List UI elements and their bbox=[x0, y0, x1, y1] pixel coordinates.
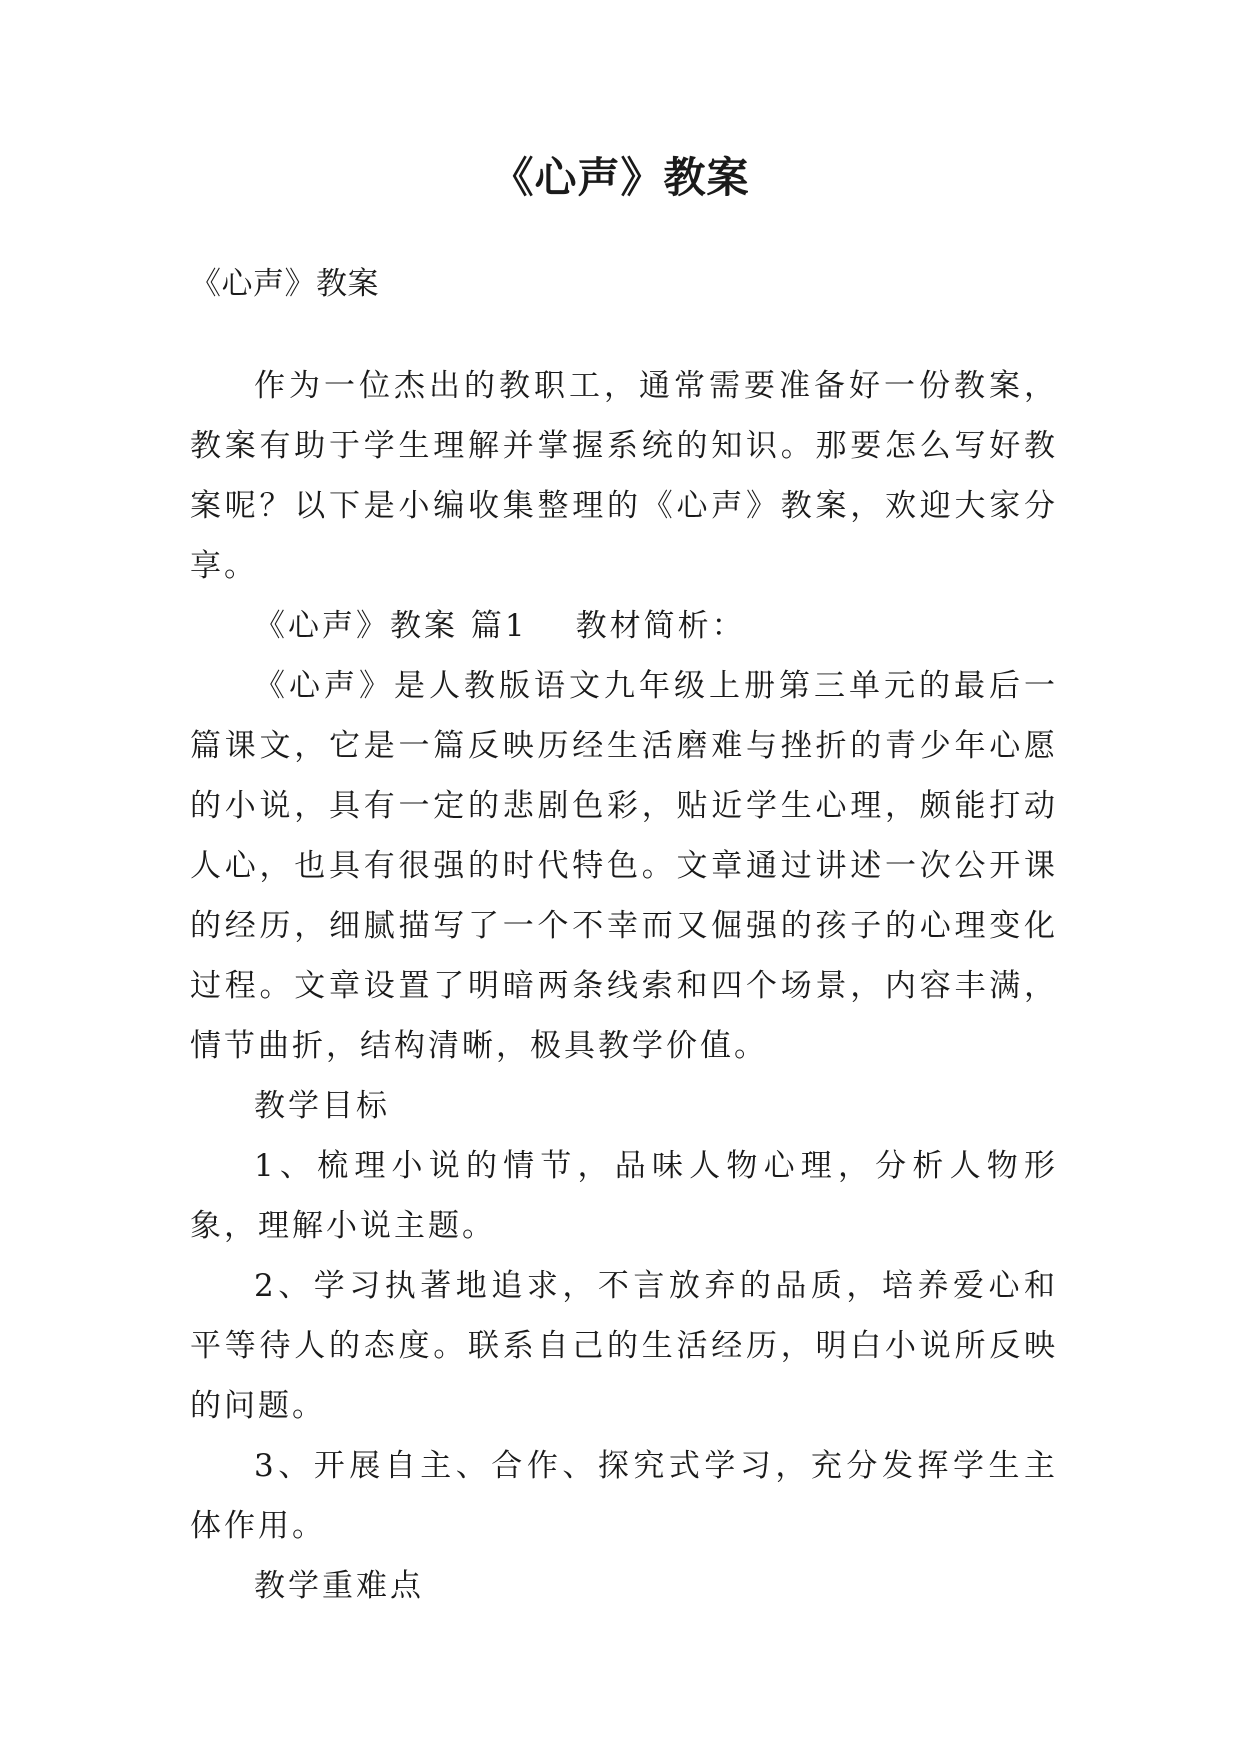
document-body bbox=[190, 356, 1058, 1616]
document-subtitle: 《心声》教案 bbox=[190, 266, 379, 302]
section-heading-label: 《心声》教案 篇1 bbox=[254, 608, 528, 644]
intro-paragraph: 作为一位杰出的教职工，通常需要准备好一份教案，教案有助于学生理解并掌握系统的知识。那要怎么写好教案呢？以下是小编收集整理的《心声》教案，欢迎大家分享。 bbox=[190, 368, 1058, 584]
section-heading bbox=[190, 596, 1058, 656]
key-difficulties-heading: 教学重难点 bbox=[254, 1568, 424, 1604]
goal-item-2: 2、学习执著地追求，不言放弃的品质，培养爱心和平等待人的态度。联系自己的生活经历，明白小说所反映的问题。 bbox=[190, 1268, 1058, 1424]
goal-item-1: 1、梳理小说的情节，品味人物心理，分析人物形象，理解小说主题。 bbox=[190, 1148, 1058, 1244]
textbook-analysis-paragraph: 《心声》是人教版语文九年级上册第三单元的最后一篇课文，它是一篇反映历经生活磨难与挫折的青少年心愿的小说，具有一定的悲剧色彩，贴近学生心理，颇能打动人心，也具有很强的时代特色。文章通过讲述一次公开课的经历，细腻描写了一个不幸而又倔强的孩子的心理变化过程。文章设置了明暗两条线索和四个场景，内容丰满，情节曲折，结构清晰，极具教学价值。 bbox=[190, 668, 1058, 1064]
goal-item-3: 3、开展自主、合作、探究式学习，充分发挥学生主体作用。 bbox=[190, 1448, 1058, 1544]
document-title: 《心声》教案 bbox=[491, 153, 750, 202]
teaching-goals-heading: 教学目标 bbox=[254, 1088, 390, 1124]
section-heading-subtitle: 教材简析： bbox=[575, 608, 746, 644]
